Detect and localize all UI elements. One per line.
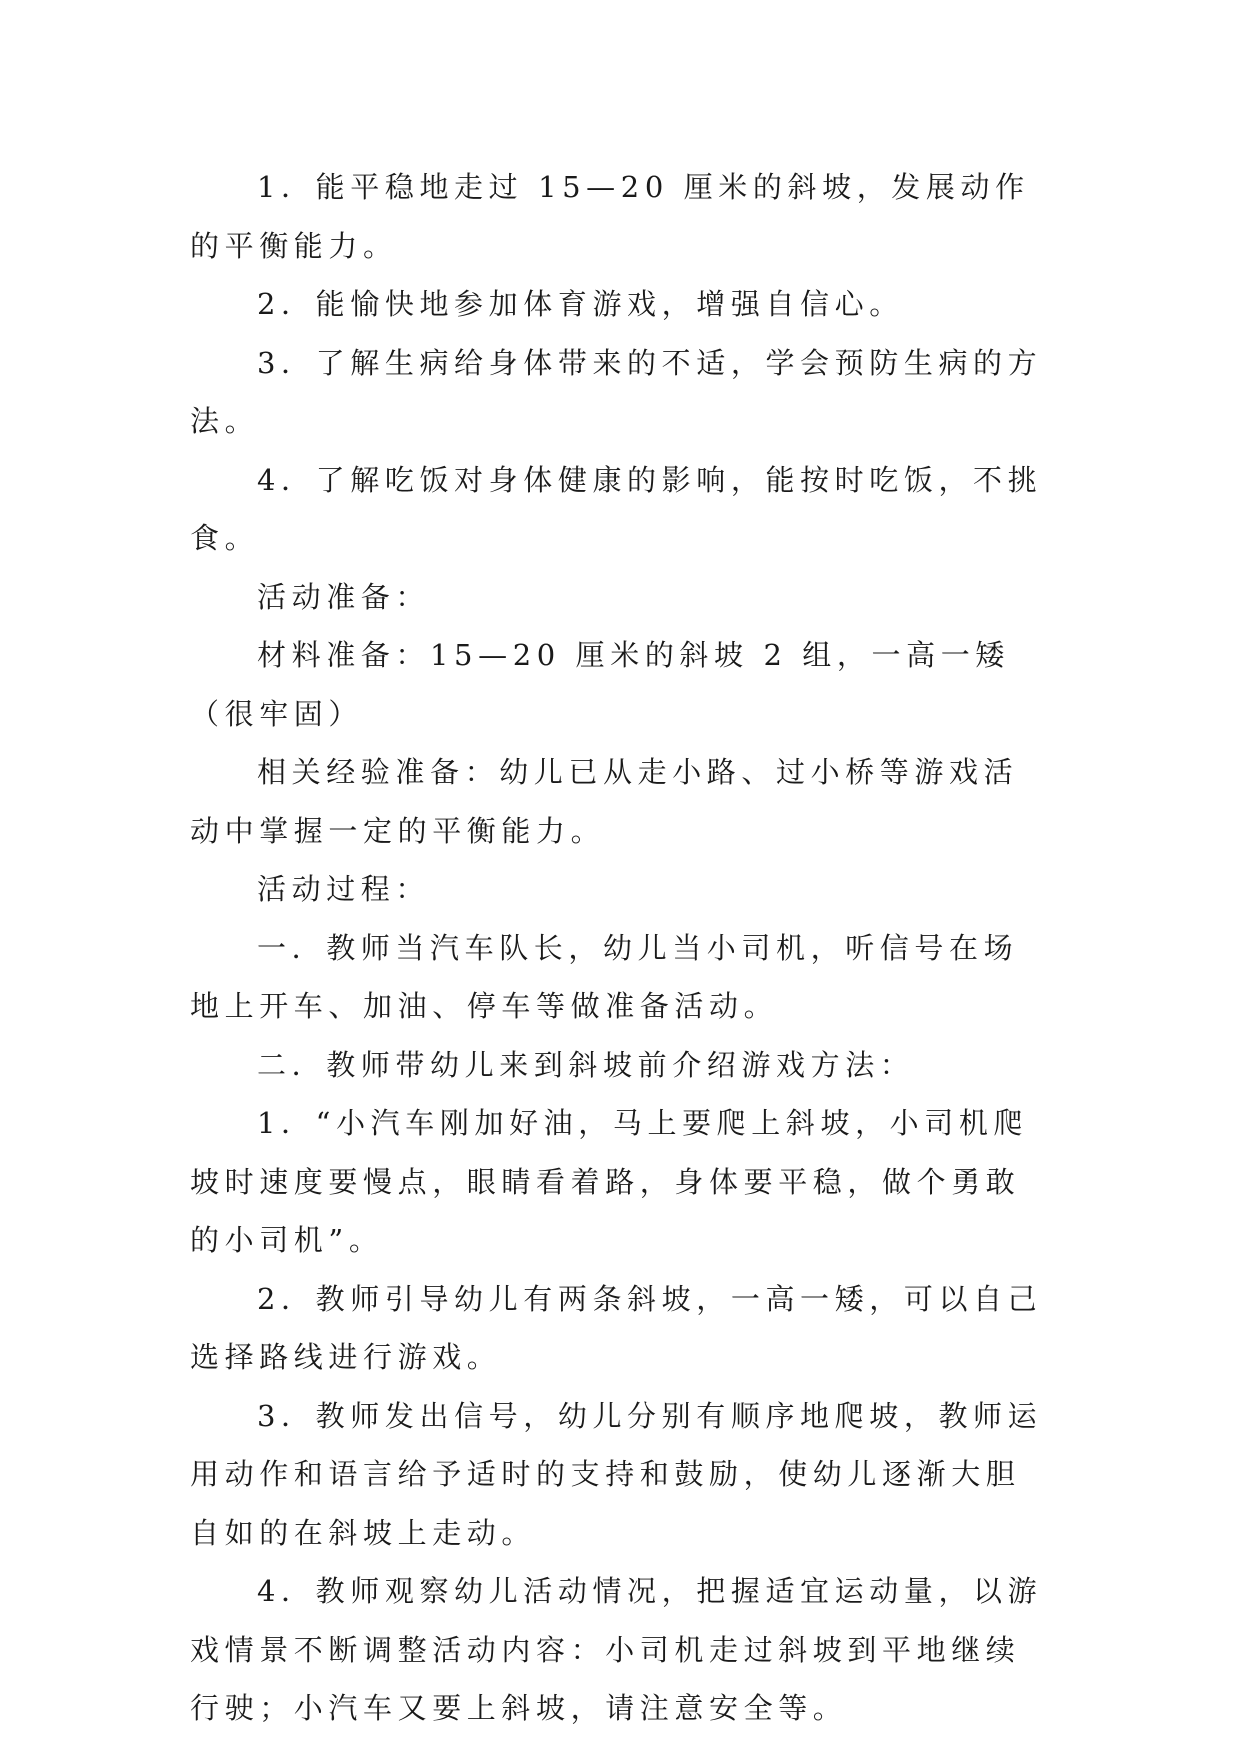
step-two-paragraph: 二．教师带幼儿来到斜坡前介绍游戏方法：	[257, 1047, 915, 1082]
goal-1-paragraph: 1．能平稳地走过 15—20 厘米的斜坡，发展动作的平衡能力。	[190, 170, 1030, 263]
document-body	[190, 158, 1052, 1738]
goal-2-paragraph: 2．能愉快地参加体育游戏，增强自信心。	[257, 287, 904, 321]
process-heading: 活动过程：	[257, 872, 431, 906]
method-4-paragraph: 4．教师观察幼儿活动情况，把握适宜运动量，以游戏情景不断调整活动内容：小司机走过斜坡到平地继续行驶；小汽车又要上斜坡，请注意安全等。	[190, 1574, 1043, 1725]
method-1-paragraph: 1．“小汽车刚加好油，马上要爬上斜坡，小司机爬坡时速度要慢点，眼睛看着路，身体要平稳，做个勇敢的小司机”。	[190, 1106, 1029, 1257]
method-2-paragraph: 2．教师引导幼儿有两条斜坡，一高一矮，可以自己选择路线进行游戏。	[190, 1281, 1043, 1374]
goal-3-paragraph: 3．了解生病给身体带来的不适，学会预防生病的方法。	[190, 345, 1043, 438]
experience-paragraph: 相关经验准备：幼儿已从走小路、过小桥等游戏活动中掌握一定的平衡能力。	[190, 755, 1019, 848]
preparation-heading: 活动准备：	[257, 579, 431, 614]
step-one-paragraph: 一．教师当汽车队长，幼儿当小司机，听信号在场地上开车、加油、停车等做准备活动。	[190, 930, 1019, 1023]
goal-4-paragraph: 4．了解吃饭对身体健康的影响，能按时吃饭，不挑食。	[190, 462, 1043, 555]
method-3-paragraph: 3．教师发出信号，幼儿分别有顺序地爬坡，教师运用动作和语言给予适时的支持和鼓励，使幼儿逐渐大胆自如的在斜坡上走动。	[190, 1398, 1043, 1550]
materials-paragraph: 材料准备：15—20 厘米的斜坡 2 组，一高一矮（很牢固）	[190, 638, 1010, 731]
